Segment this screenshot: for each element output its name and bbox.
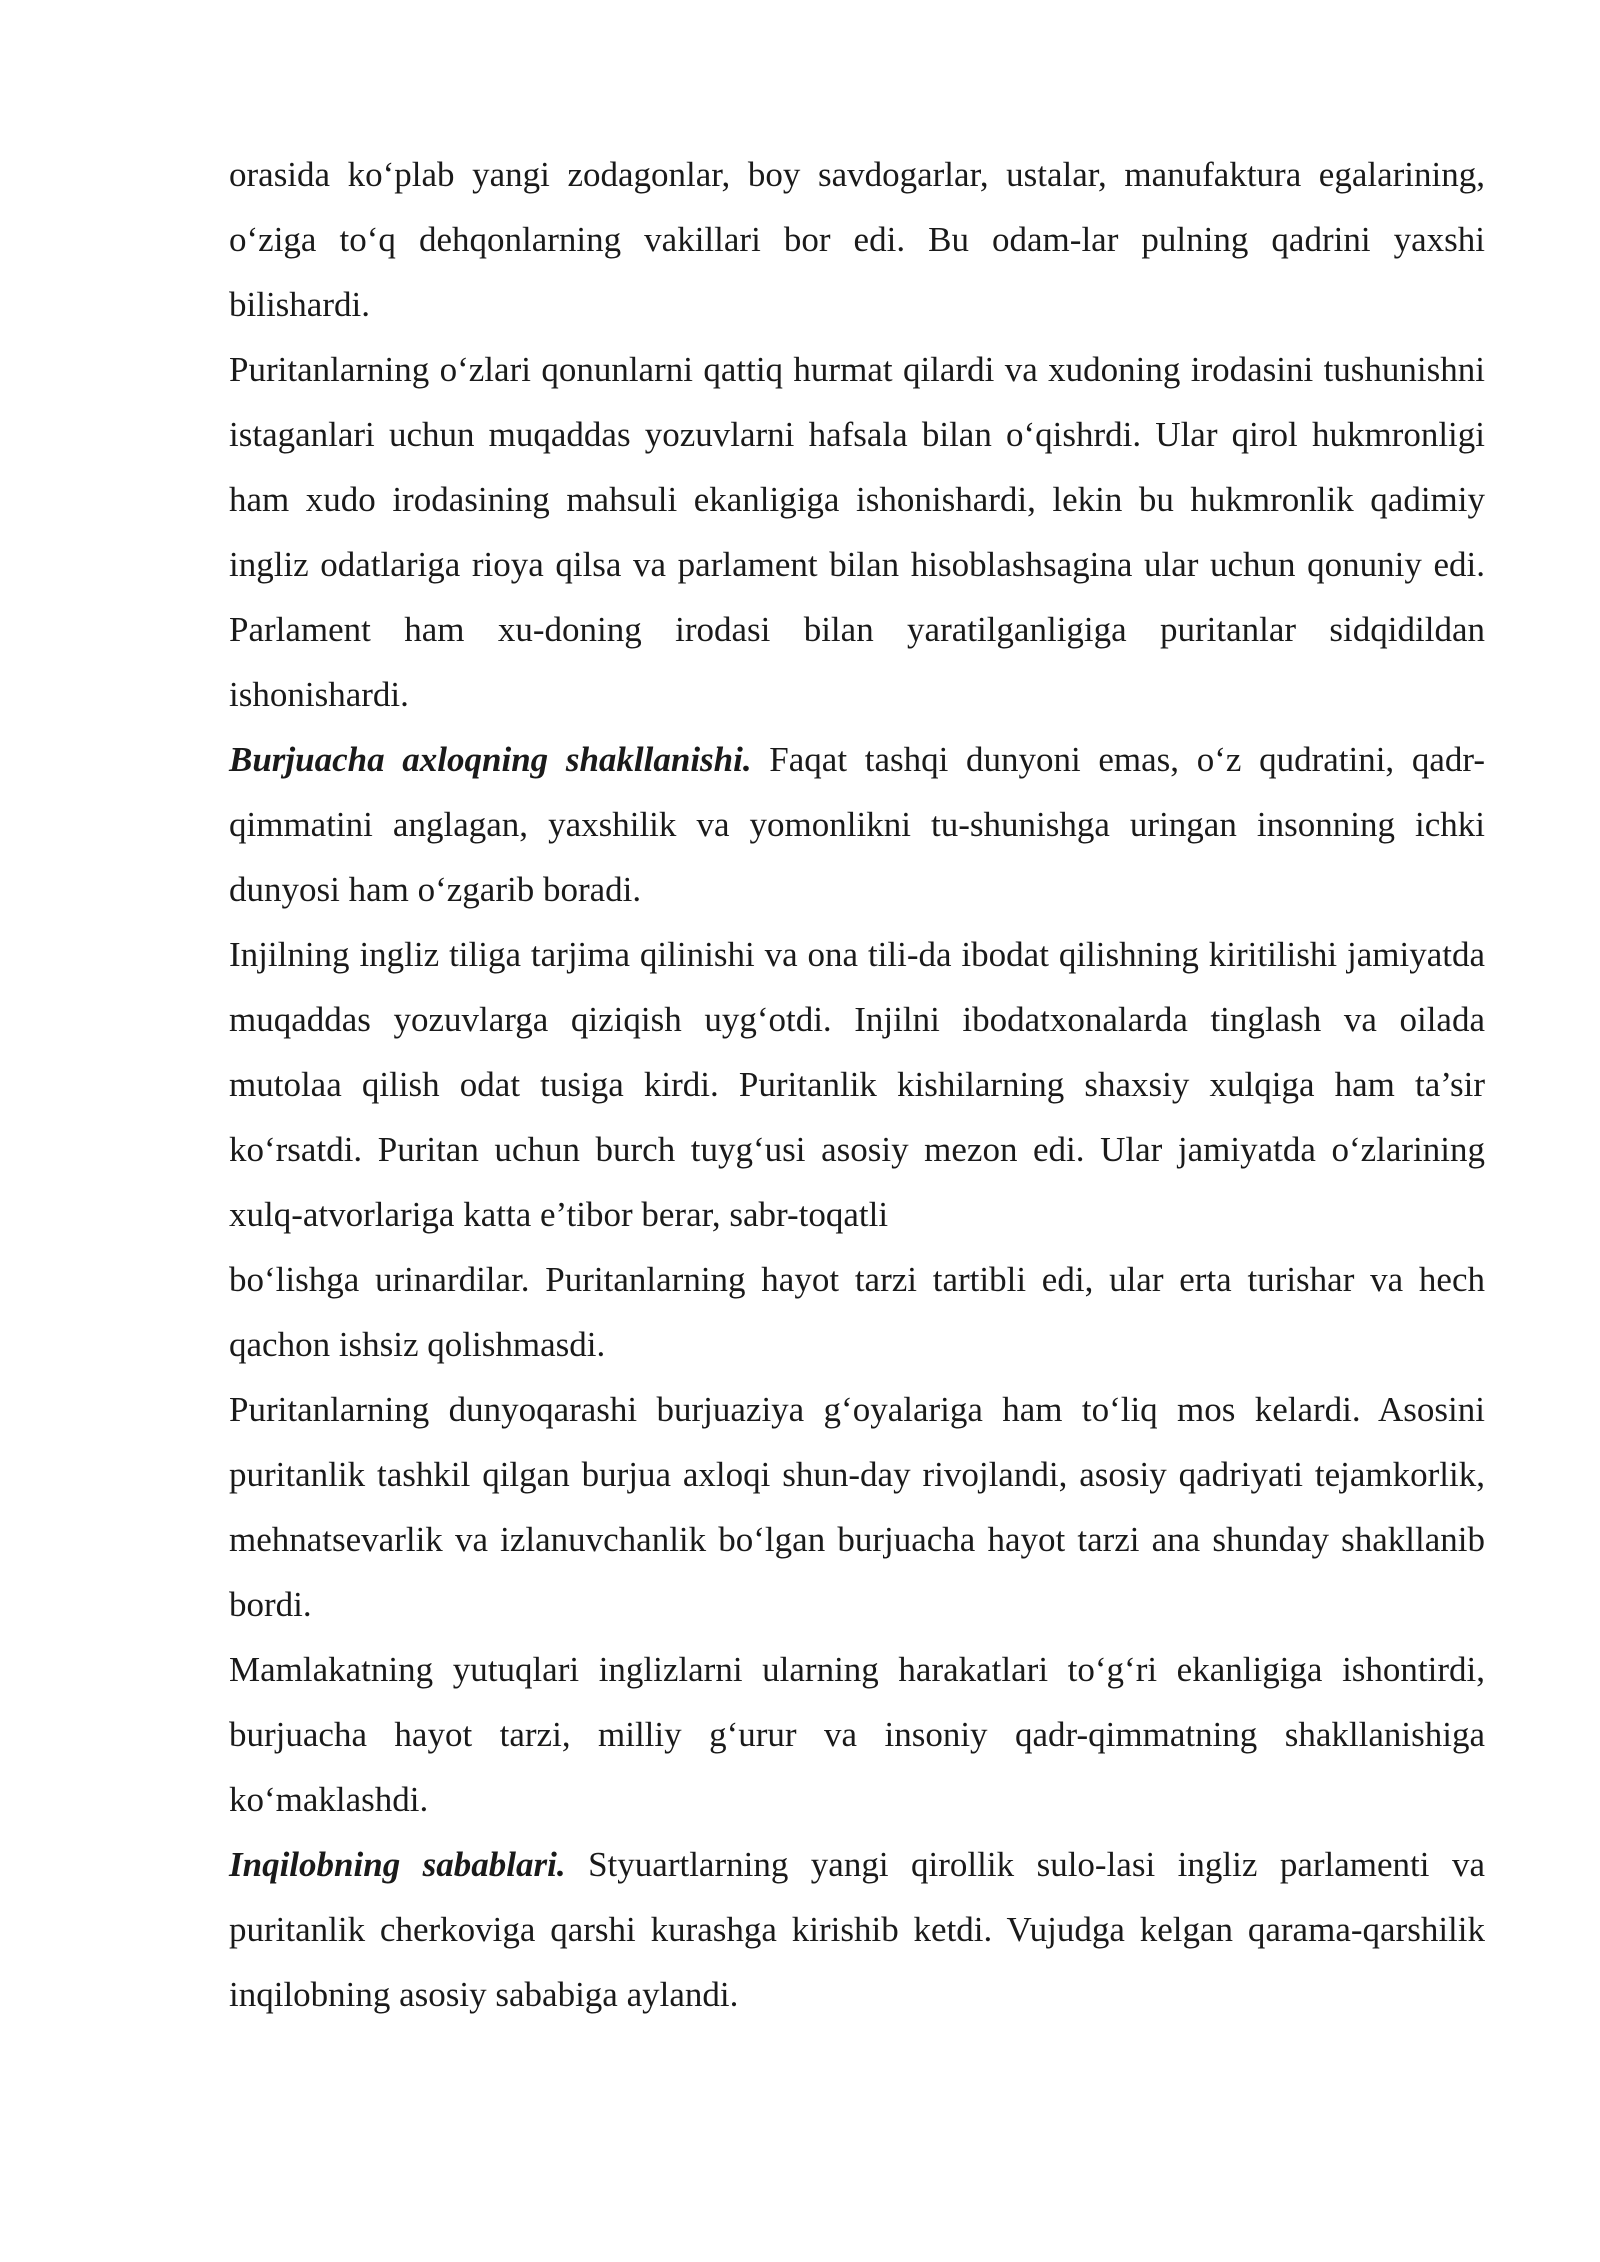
paragraph-text: orasida ko‘plab yangi zodagonlar, boy savdogarlar, ustalar, manufaktura egalarining, o‘ziga to‘q dehqonlarning vakillari bor edi. Bu odam-lar pulning qadrini yaxshi bilishardi. <box>229 155 1485 324</box>
paragraph <box>229 142 1485 337</box>
paragraph-text: Injilning ingliz tiliga tarjima qilinishi va ona tili-da ibodat qilishning kiritilishi jamiyatda muqaddas yozuvlarga qiziqish uyg‘otdi. Injilni ibodatxonalarda tinglash va oilada mutolaa qilish odat tusiga kirdi. Puritanlik kishilarning shaxsiy xulqiga ham ta’sir ko‘rsatdi. Puritan uchun burch tuyg‘usi asosiy mezon edi. Ular jamiyatda o‘zlarining xulq-atvorlariga katta e’tibor berar, sabr-toqatli <box>229 935 1485 1234</box>
paragraph-text: Puritanlarning o‘zlari qonunlarni qattiq hurmat qilardi va xudoning irodasini tushunishni istaganlari uchun muqaddas yozuvlarni hafsala bilan o‘qishrdi. Ular qirol hukmronligi ham xudo irodasining mahsuli ekanligiga ishonishardi, lekin bu hukmronlik qadimiy ingliz odatlariga rioya qilsa va parlament bilan hisoblashsagina ular uchun qonuniy edi. Parlament ham xu-doning irodasi bilan yaratilganligiga puritanlar sidqidildan ishonishardi. <box>229 350 1485 714</box>
paragraph <box>229 1637 1485 1832</box>
paragraph <box>229 727 1485 922</box>
paragraph <box>229 1832 1485 2027</box>
section-heading: Inqilobning sabablari. <box>229 1845 566 1884</box>
paragraph-text: bo‘lishga urinardilar. Puritanlarning hayot tarzi tartibli edi, ular erta turishar va hech qachon ishsiz qolishmasdi. <box>229 1260 1485 1364</box>
paragraph <box>229 1377 1485 1637</box>
paragraph-text: Puritanlarning dunyoqarashi burjuaziya g‘oyalariga ham to‘liq mos kelardi. Asosini puritanlik tashkil qilgan burjua axloqi shun-day rivojlandi, asosiy qadriyati tejamkorlik, mehnatsevarlik va izlanuvchanlik bo‘lgan burjuacha hayot tarzi ana shunday shakllanib bordi. <box>229 1390 1485 1624</box>
paragraph <box>229 1247 1485 1377</box>
paragraph <box>229 337 1485 727</box>
paragraph-text: Styuartlarning yangi qirollik sulo-lasi ingliz parlamenti va puritanlik cherkoviga qarshi kurashga kirishib ketdi. Vujudga kelgan qarama-qarshilik inqilobning asosiy sababiga aylandi. <box>229 1845 1485 2014</box>
paragraph-text: Mamlakatning yutuqlari inglizlarni ularning harakatlari to‘g‘ri ekanligiga ishontirdi, burjuacha hayot tarzi, milliy g‘urur va insoniy qadr-qimmatning shakllanishiga ko‘maklashdi. <box>229 1650 1485 1819</box>
document-page <box>229 142 1485 2027</box>
paragraph <box>229 922 1485 1247</box>
paragraph-text: Faqat tashqi dunyoni emas, o‘z qudratini, qadr-qimmatini anglagan, yaxshilik va yomonlikni tu-shunishga uringan insonning ichki dunyosi ham o‘zgarib boradi. <box>229 740 1485 909</box>
section-heading: Burjuacha axloqning shakllanishi. <box>229 740 752 779</box>
